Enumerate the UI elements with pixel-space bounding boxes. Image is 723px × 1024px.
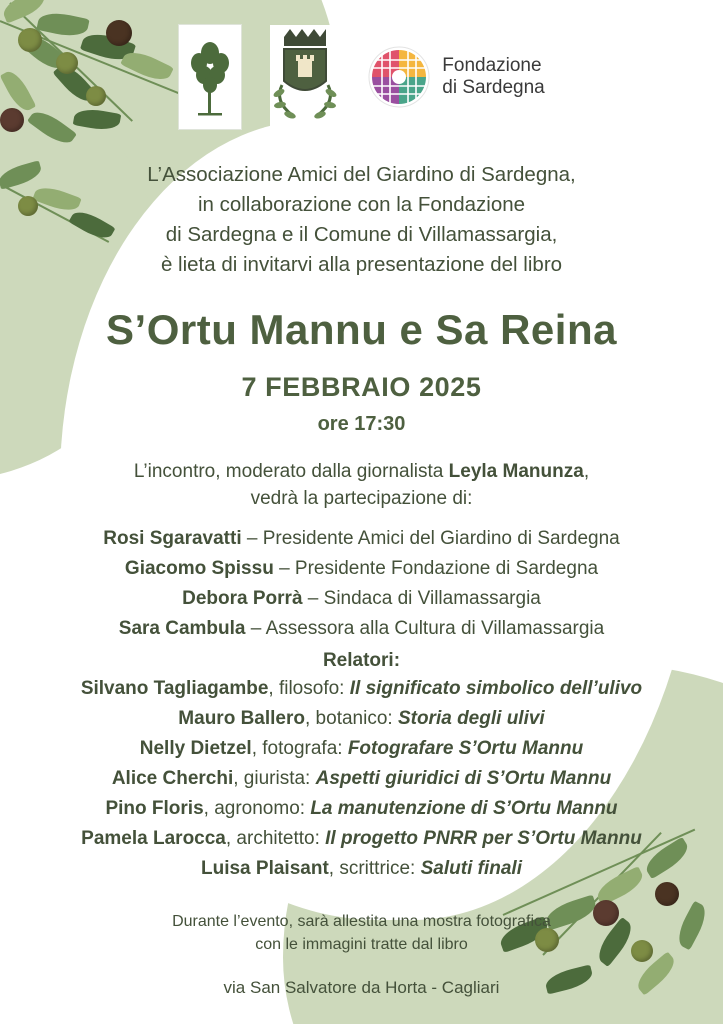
speaker-role: , giurista: [233, 768, 316, 789]
list-item [0, 764, 723, 794]
list-item [0, 854, 723, 884]
speaker-talk: La manutenzione di S’Ortu Mannu [310, 798, 618, 819]
speaker-talk: Aspetti giuridici di S’Ortu Mannu [315, 768, 612, 789]
speaker-role: , architetto: [225, 828, 326, 849]
speaker-talk: Il significato simbolico dell’ulivo [349, 678, 643, 699]
participant-role: – Presidente Amici del Giardino di Sardegna [241, 528, 620, 549]
speaker-name: Mauro Ballero [178, 708, 305, 729]
participant-role: – Sindaca di Villamassargia [302, 588, 541, 609]
speaker-name: Pamela Larocca [81, 828, 226, 849]
speaker-role: , fotografa: [251, 738, 348, 759]
participant-name: Sara Cambula [118, 618, 246, 639]
event-date: 7 FEBBRAIO 2025 [241, 372, 482, 402]
list-item [0, 614, 723, 644]
participant-role: – Presidente Fondazione di Sardegna [273, 558, 599, 579]
speaker-talk: Saluti finali [420, 858, 522, 879]
participant-name: Rosi Sgaravatti [103, 528, 242, 549]
venue-address: via San Salvatore da Horta - Cagliari [223, 978, 500, 997]
speaker-role: , filosofo: [268, 678, 350, 699]
fondazione-line-1: Fondazione [442, 55, 542, 76]
speaker-talk: Fotografare S’Ortu Mannu [347, 738, 584, 759]
speaker-role: , scrittrice: [328, 858, 421, 879]
intro-line-3: di Sardegna e il Comune di Villamassargia, [165, 223, 558, 246]
speakers-heading: Relatori: [322, 650, 401, 671]
moderator-block [0, 458, 723, 512]
speaker-role: , botanico: [305, 708, 398, 729]
speakers-list [0, 674, 723, 884]
list-item [0, 524, 723, 554]
list-item [0, 734, 723, 764]
participant-name: Giacomo Spissu [124, 558, 274, 579]
participants-list [0, 524, 723, 644]
speaker-role: , agronomo: [203, 798, 311, 819]
list-item [0, 794, 723, 824]
exhibition-note [0, 910, 723, 956]
list-item [0, 554, 723, 584]
participant-role: – Assessora alla Cultura di Villamassargia [245, 618, 605, 639]
intro-paragraph [0, 160, 723, 280]
note-line-1: Durante l’evento, sarà allestita una mostra fotografica [172, 913, 551, 930]
speaker-name: Alice Cherchi [111, 768, 234, 789]
intro-line-2: in collaborazione con la Fondazione [197, 193, 526, 216]
speaker-name: Luisa Plaisant [201, 858, 329, 879]
event-time: ore 17:30 [317, 413, 406, 435]
moderator-line-2: vedrà la partecipazione di: [250, 488, 473, 509]
page-title: S’Ortu Mannu e Sa Reina [106, 306, 617, 353]
moderator-suffix: , [583, 461, 590, 482]
speaker-talk: Il progetto PNRR per S’Ortu Mannu [325, 828, 642, 849]
intro-line-1: L’Associazione Amici del Giardino di Sardegna, [147, 163, 576, 186]
list-item [0, 584, 723, 614]
speaker-talk: Storia degli ulivi [397, 708, 545, 729]
speaker-name: Pino Floris [105, 798, 204, 819]
note-line-2: con le immagini tratte dal libro [255, 936, 468, 953]
speaker-name: Nelly Dietzel [139, 738, 252, 759]
list-item [0, 704, 723, 734]
intro-line-4: è lieta di invitarvi alla presentazione del libro [160, 253, 563, 276]
fondazione-line-2: di Sardegna [442, 77, 545, 98]
moderator-line-1 [0, 458, 723, 485]
participant-name: Debora Porrà [182, 588, 303, 609]
moderator-name: Leyla Manunza [448, 461, 584, 482]
moderator-prefix: L’incontro, moderato dalla giornalista [133, 461, 449, 482]
speaker-name: Silvano Tagliagambe [80, 678, 269, 699]
list-item [0, 824, 723, 854]
list-item [0, 674, 723, 704]
